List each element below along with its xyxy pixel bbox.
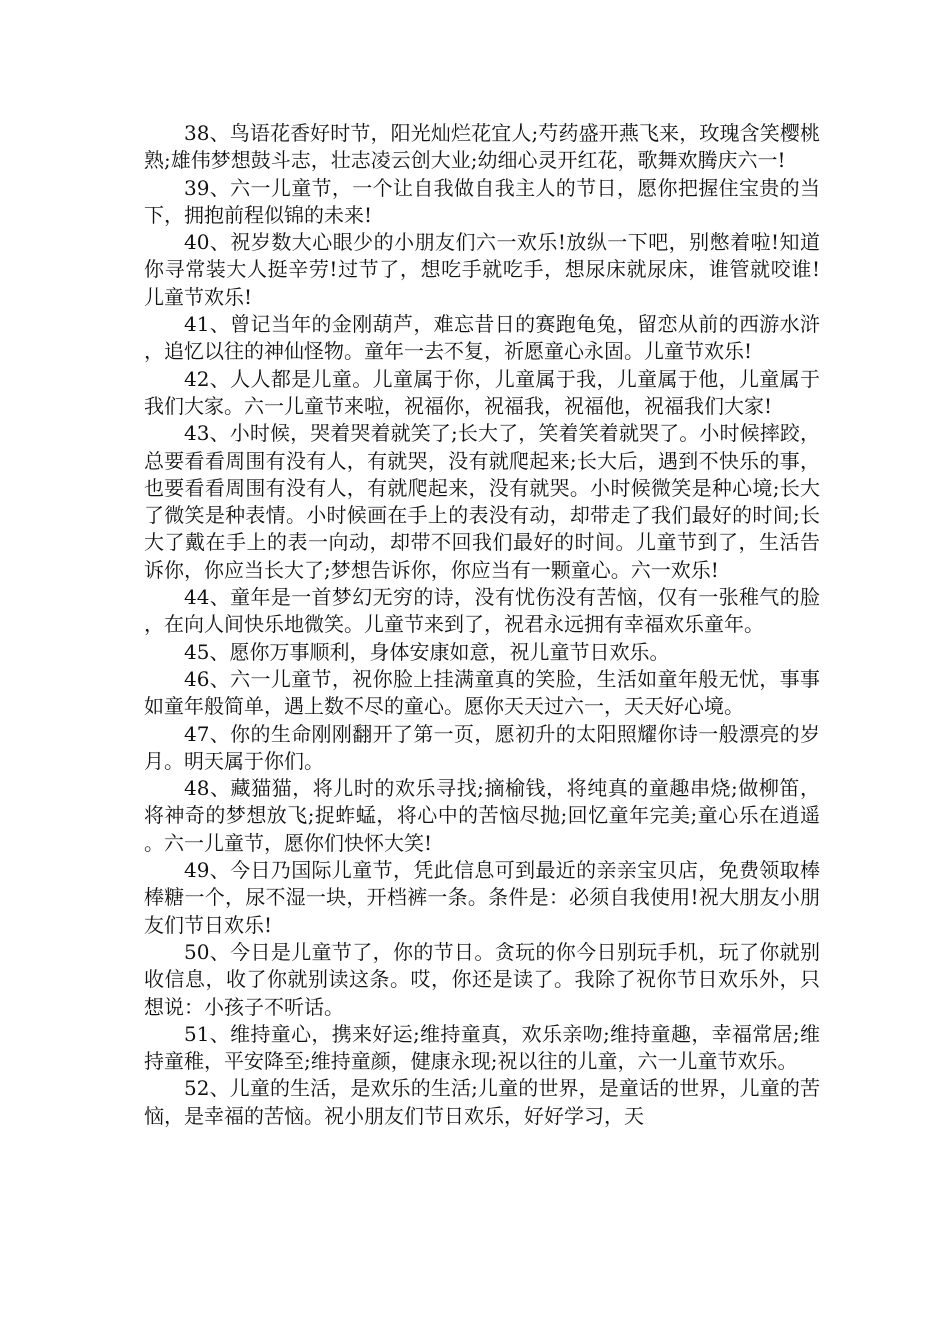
document-page <box>144 120 820 1130</box>
paragraph-41: 41、曾记当年的金刚葫芦，难忘昔日的赛跑龟兔，留恋从前的西游水浒，追忆以往的神仙怪物。童年一去不复，祈愿童心永固。儿童节欢乐! <box>144 312 820 364</box>
paragraph-48: 48、藏猫猫，将儿时的欢乐寻找;摘榆钱，将纯真的童趣串烧;做柳笛，将神奇的梦想放飞;捉蚱蜢，将心中的苦恼尽抛;回忆童年完美;童心乐在逍遥。六一儿童节，愿你们快怀大笑! <box>144 776 820 855</box>
paragraph-49: 49、今日乃国际儿童节，凭此信息可到最近的亲亲宝贝店，免费领取棒棒糖一个，尿不湿一块，开档裤一条。条件是：必须自我使用!祝大朋友小朋友们节日欢乐! <box>144 858 820 937</box>
paragraph-51: 51、维持童心，携来好运;维持童真，欢乐亲吻;维持童趣，幸福常居;维持童稚，平安降至;维持童颜，健康永现;祝以往的儿童，六一儿童节欢乐。 <box>144 1021 820 1074</box>
paragraph-50: 50、今日是儿童节了，你的节日。贪玩的你今日别玩手机，玩了你就别收信息，收了你就别读这条。哎，你还是读了。我除了祝你节日欢乐外，只想说：小孩子不听话。 <box>144 939 820 1019</box>
paragraph-47: 47、你的生命刚刚翻开了第一页，愿初升的太阳照耀你诗一般漂亮的岁月。明天属于你们。 <box>144 721 820 773</box>
paragraph-42: 42、人人都是儿童。儿童属于你，儿童属于我，儿童属于他，儿童属于我们大家。六一儿童节来啦，祝福你，祝福我，祝福他，祝福我们大家! <box>144 366 820 418</box>
paragraph-45: 45、愿你万事顺利，身体安康如意，祝儿童节日欢乐。 <box>184 639 670 664</box>
paragraph-38: 38、鸟语花香好时节，阳光灿烂花宜人;芍药盛开燕飞来，玫瑰含笑樱桃熟;雄伟梦想鼓斗志，壮志凌云创大业;幼细心灵开红花，歌舞欢腾庆六一! <box>144 121 820 173</box>
paragraph-39: 39、六一儿童节，一个让自我做自我主人的节日，愿你把握住宝贵的当下，拥抱前程似锦的未来! <box>144 175 820 227</box>
paragraph-43: 43、小时候，哭着哭着就笑了;长大了，笑着笑着就哭了。小时候摔跤，总要看看周围有没有人，有就哭，没有就爬起来;长大后，遇到不快乐的事，也要看看周围有没有人，有就爬起来，没有就哭。小时候微笑是种心境;长大了微笑是种表情。小时候画在手上的表没有动，却带走了我们最好的时间;长大了戴在手上的表一向动，却带不回我们最好的时间。儿童节到了，生活告诉你，你应当长大了;梦想告诉你，你应当有一颗童心。六一欢乐! <box>144 421 820 582</box>
paragraph-46: 46、六一儿童节，祝你脸上挂满童真的笑脸，生活如童年般无忧，事事如童年般简单，遇上数不尽的童心。愿你天天过六一，天天好心境。 <box>144 666 820 719</box>
paragraph-44: 44、童年是一首梦幻无穷的诗，没有忧伤没有苦恼，仅有一张稚气的脸，在向人间快乐地微笑。儿童节来到了，祝君永远拥有幸福欢乐童年。 <box>144 585 820 637</box>
paragraph-40: 40、祝岁数大心眼少的小朋友们六一欢乐!放纵一下吧，别憋着啦!知道你寻常装大人挺辛劳!过节了，想吃手就吃手，想尿床就尿床，谁管就咬谁!儿童节欢乐! <box>144 230 820 309</box>
paragraph-52: 52、儿童的生活，是欢乐的生活;儿童的世界，是童话的世界，儿童的苦恼，是幸福的苦恼。祝小朋友们节日欢乐，好好学习，天 <box>144 1076 820 1128</box>
